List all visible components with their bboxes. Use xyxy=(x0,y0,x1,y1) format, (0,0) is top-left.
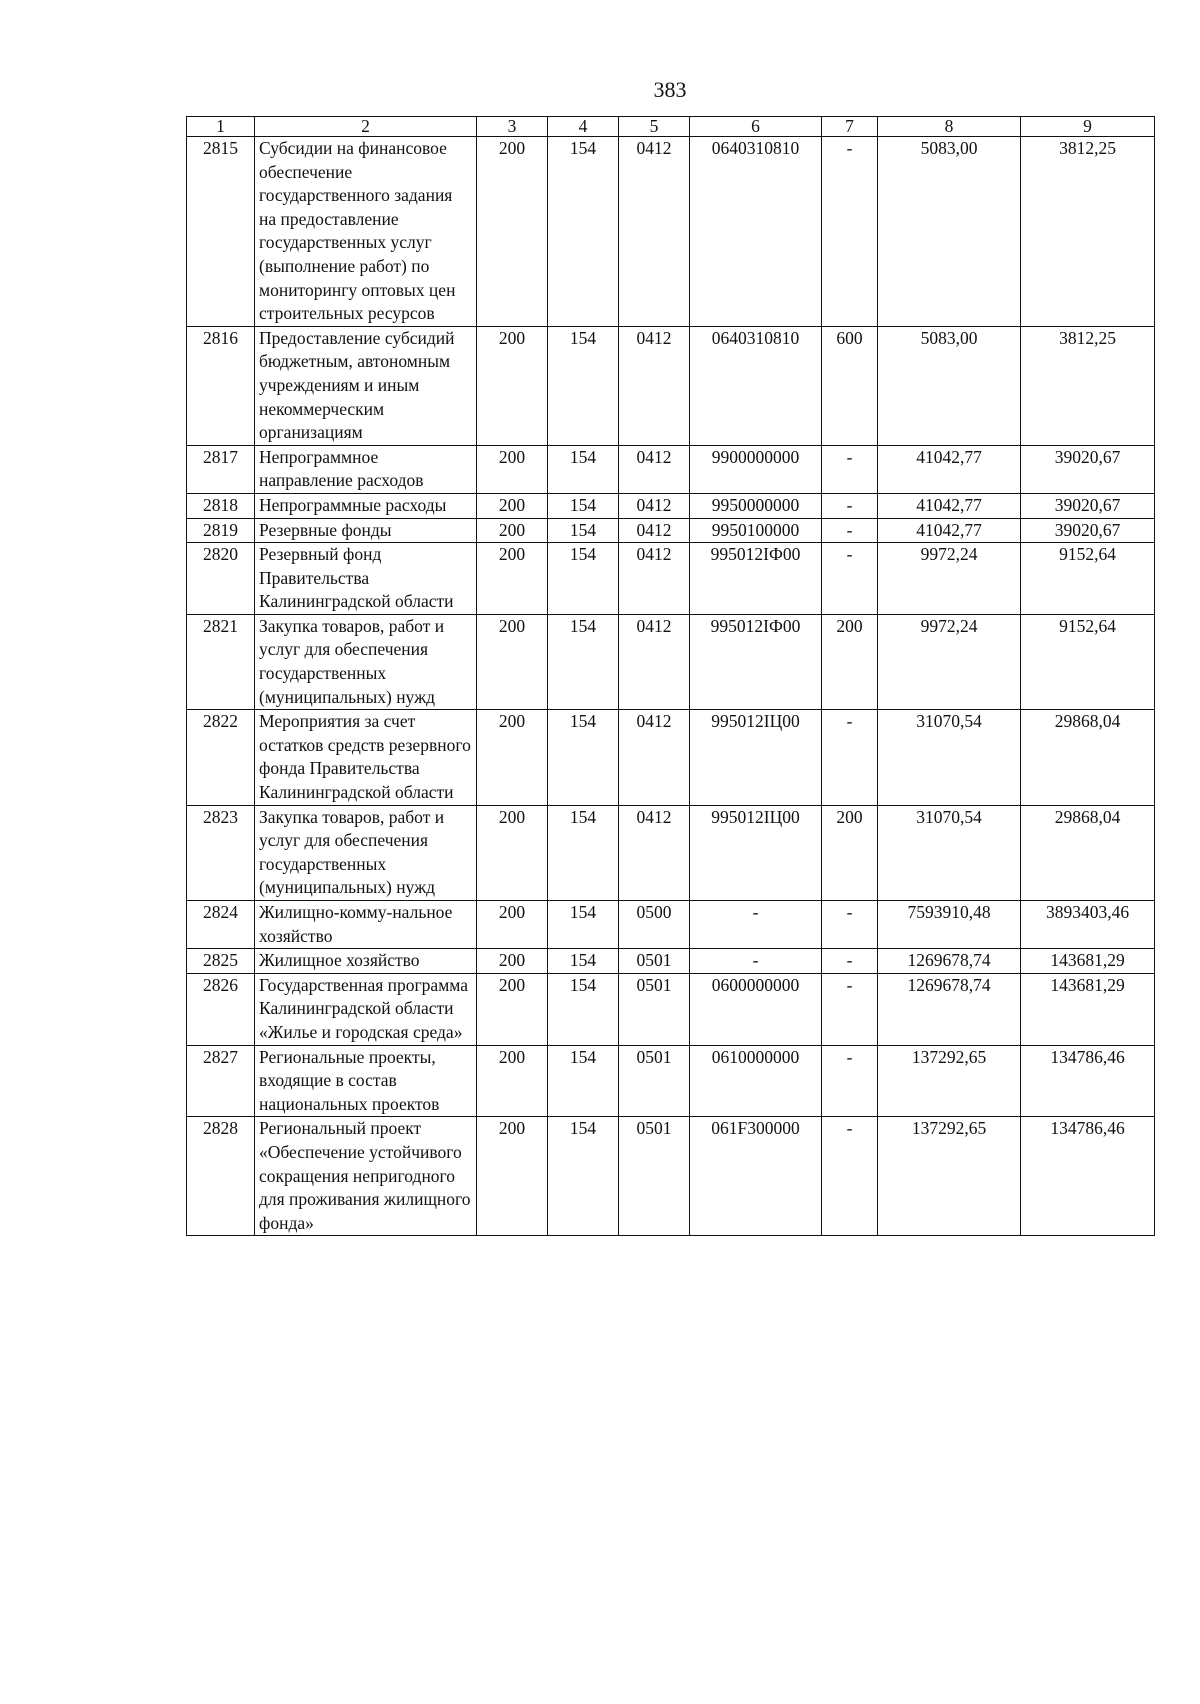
row-col-3: 200 xyxy=(477,445,548,493)
row-col-3: 200 xyxy=(477,710,548,805)
row-col-4: 154 xyxy=(548,1045,619,1117)
table-row xyxy=(187,1045,1155,1117)
header-col-9: 9 xyxy=(1021,117,1155,137)
table-row xyxy=(187,614,1155,709)
row-col-8: 41042,77 xyxy=(878,518,1021,543)
row-col-3: 200 xyxy=(477,805,548,900)
row-col-6: - xyxy=(690,901,822,949)
row-col-4: 154 xyxy=(548,973,619,1045)
row-name: Региональный проект «Обеспечение устойчивого сокращения непригодного для проживания жилищного фонда» xyxy=(255,1117,477,1236)
row-number: 2818 xyxy=(187,493,255,518)
table-row xyxy=(187,445,1155,493)
row-col-5: 0501 xyxy=(619,973,690,1045)
row-col-7: - xyxy=(822,518,878,543)
table-row xyxy=(187,949,1155,974)
row-col-3: 200 xyxy=(477,493,548,518)
row-col-6: 995012IФ00 xyxy=(690,543,822,615)
header-col-4: 4 xyxy=(548,117,619,137)
row-col-3: 200 xyxy=(477,1045,548,1117)
row-col-9: 9152,64 xyxy=(1021,614,1155,709)
row-col-6: 9950000000 xyxy=(690,493,822,518)
header-row xyxy=(187,117,1155,137)
row-name: Непрограммное направление расходов xyxy=(255,445,477,493)
row-number: 2824 xyxy=(187,901,255,949)
row-col-4: 154 xyxy=(548,805,619,900)
row-col-6: 995012IЦ00 xyxy=(690,710,822,805)
row-number: 2823 xyxy=(187,805,255,900)
row-col-6: 0610000000 xyxy=(690,1045,822,1117)
header-col-6: 6 xyxy=(690,117,822,137)
row-col-3: 200 xyxy=(477,949,548,974)
row-col-4: 154 xyxy=(548,326,619,445)
row-col-8: 7593910,48 xyxy=(878,901,1021,949)
row-col-7: - xyxy=(822,1117,878,1236)
row-col-4: 154 xyxy=(548,1117,619,1236)
row-col-9: 134786,46 xyxy=(1021,1045,1155,1117)
row-name: Мероприятия за счет остатков средств резервного фонда Правительства Калининградской области xyxy=(255,710,477,805)
row-col-8: 5083,00 xyxy=(878,326,1021,445)
row-col-9: 3812,25 xyxy=(1021,326,1155,445)
row-name: Жилищное хозяйство xyxy=(255,949,477,974)
row-col-5: 0412 xyxy=(619,518,690,543)
row-col-7: - xyxy=(822,973,878,1045)
table-row xyxy=(187,901,1155,949)
row-number: 2827 xyxy=(187,1045,255,1117)
row-col-4: 154 xyxy=(548,710,619,805)
row-col-4: 154 xyxy=(548,518,619,543)
row-col-7: - xyxy=(822,445,878,493)
row-col-7: 200 xyxy=(822,614,878,709)
table-row xyxy=(187,1117,1155,1236)
row-col-4: 154 xyxy=(548,543,619,615)
header-col-1: 1 xyxy=(187,117,255,137)
table-row xyxy=(187,137,1155,327)
row-col-6: 995012IЦ00 xyxy=(690,805,822,900)
header-col-2: 2 xyxy=(255,117,477,137)
row-col-7: - xyxy=(822,543,878,615)
row-col-7: - xyxy=(822,901,878,949)
row-col-5: 0501 xyxy=(619,1045,690,1117)
row-col-9: 143681,29 xyxy=(1021,949,1155,974)
row-col-3: 200 xyxy=(477,901,548,949)
row-col-5: 0412 xyxy=(619,805,690,900)
row-col-3: 200 xyxy=(477,1117,548,1236)
row-col-6: 9900000000 xyxy=(690,445,822,493)
row-col-4: 154 xyxy=(548,901,619,949)
row-col-6: 0600000000 xyxy=(690,973,822,1045)
row-name: Закупка товаров, работ и услуг для обеспечения государственных (муниципальных) нужд xyxy=(255,805,477,900)
row-name: Субсидии на финансовое обеспечение государственного задания на предоставление государственных услуг (выполнение работ) по мониторингу оптовых цен строительных ресурсов xyxy=(255,137,477,327)
page-number: 383 xyxy=(653,77,687,102)
row-col-9: 29868,04 xyxy=(1021,710,1155,805)
row-col-7: 200 xyxy=(822,805,878,900)
header-col-5: 5 xyxy=(619,117,690,137)
row-name: Закупка товаров, работ и услуг для обеспечения государственных (муниципальных) нужд xyxy=(255,614,477,709)
row-col-8: 1269678,74 xyxy=(878,973,1021,1045)
row-col-3: 200 xyxy=(477,137,548,327)
row-name: Предоставление субсидий бюджетным, автономным учреждениям и иным некоммерческим организациям xyxy=(255,326,477,445)
row-col-6: 0640310810 xyxy=(690,137,822,327)
table-row xyxy=(187,326,1155,445)
row-name: Региональные проекты, входящие в состав национальных проектов xyxy=(255,1045,477,1117)
row-col-8: 31070,54 xyxy=(878,710,1021,805)
header-col-8: 8 xyxy=(878,117,1021,137)
row-col-5: 0501 xyxy=(619,949,690,974)
row-col-9: 39020,67 xyxy=(1021,445,1155,493)
row-col-5: 0500 xyxy=(619,901,690,949)
row-col-3: 200 xyxy=(477,543,548,615)
row-col-5: 0412 xyxy=(619,137,690,327)
row-col-3: 200 xyxy=(477,518,548,543)
row-number: 2819 xyxy=(187,518,255,543)
row-number: 2822 xyxy=(187,710,255,805)
row-number: 2826 xyxy=(187,973,255,1045)
row-col-8: 41042,77 xyxy=(878,493,1021,518)
table-row xyxy=(187,493,1155,518)
row-col-9: 29868,04 xyxy=(1021,805,1155,900)
row-col-8: 31070,54 xyxy=(878,805,1021,900)
row-number: 2820 xyxy=(187,543,255,615)
budget-table xyxy=(186,116,1155,1236)
row-name: Государственная программа Калининградской области «Жилье и городская среда» xyxy=(255,973,477,1045)
table-body xyxy=(187,137,1155,1236)
row-number: 2821 xyxy=(187,614,255,709)
row-col-9: 134786,46 xyxy=(1021,1117,1155,1236)
row-col-4: 154 xyxy=(548,137,619,327)
row-col-8: 9972,24 xyxy=(878,543,1021,615)
table-row xyxy=(187,518,1155,543)
row-number: 2815 xyxy=(187,137,255,327)
row-col-4: 154 xyxy=(548,445,619,493)
row-col-7: 600 xyxy=(822,326,878,445)
row-col-8: 41042,77 xyxy=(878,445,1021,493)
row-col-3: 200 xyxy=(477,614,548,709)
row-col-6: 0640310810 xyxy=(690,326,822,445)
row-col-9: 9152,64 xyxy=(1021,543,1155,615)
row-name: Резервные фонды xyxy=(255,518,477,543)
row-col-5: 0501 xyxy=(619,1117,690,1236)
row-number: 2816 xyxy=(187,326,255,445)
table-row xyxy=(187,973,1155,1045)
row-col-8: 137292,65 xyxy=(878,1117,1021,1236)
row-col-6: 061F300000 xyxy=(690,1117,822,1236)
row-col-9: 143681,29 xyxy=(1021,973,1155,1045)
row-number: 2825 xyxy=(187,949,255,974)
row-name: Резервный фонд Правительства Калининградской области xyxy=(255,543,477,615)
row-col-6: 995012IФ00 xyxy=(690,614,822,709)
row-col-7: - xyxy=(822,1045,878,1117)
row-col-9: 39020,67 xyxy=(1021,493,1155,518)
table-row xyxy=(187,543,1155,615)
row-name: Непрограммные расходы xyxy=(255,493,477,518)
row-col-7: - xyxy=(822,493,878,518)
table-row xyxy=(187,805,1155,900)
row-col-8: 1269678,74 xyxy=(878,949,1021,974)
row-col-4: 154 xyxy=(548,614,619,709)
row-col-8: 9972,24 xyxy=(878,614,1021,709)
row-col-5: 0412 xyxy=(619,614,690,709)
row-col-3: 200 xyxy=(477,973,548,1045)
row-number: 2817 xyxy=(187,445,255,493)
row-col-5: 0412 xyxy=(619,710,690,805)
row-col-5: 0412 xyxy=(619,326,690,445)
header-col-3: 3 xyxy=(477,117,548,137)
header-col-7: 7 xyxy=(822,117,878,137)
row-col-7: - xyxy=(822,137,878,327)
row-number: 2828 xyxy=(187,1117,255,1236)
row-col-9: 3893403,46 xyxy=(1021,901,1155,949)
row-col-4: 154 xyxy=(548,493,619,518)
row-col-3: 200 xyxy=(477,326,548,445)
row-col-8: 5083,00 xyxy=(878,137,1021,327)
row-col-8: 137292,65 xyxy=(878,1045,1021,1117)
row-col-5: 0412 xyxy=(619,493,690,518)
row-name: Жилищно-комму-нальное хозяйство xyxy=(255,901,477,949)
row-col-7: - xyxy=(822,710,878,805)
row-col-9: 3812,25 xyxy=(1021,137,1155,327)
row-col-4: 154 xyxy=(548,949,619,974)
row-col-9: 39020,67 xyxy=(1021,518,1155,543)
row-col-5: 0412 xyxy=(619,445,690,493)
row-col-6: 9950100000 xyxy=(690,518,822,543)
table-row xyxy=(187,710,1155,805)
row-col-5: 0412 xyxy=(619,543,690,615)
row-col-7: - xyxy=(822,949,878,974)
row-col-6: - xyxy=(690,949,822,974)
